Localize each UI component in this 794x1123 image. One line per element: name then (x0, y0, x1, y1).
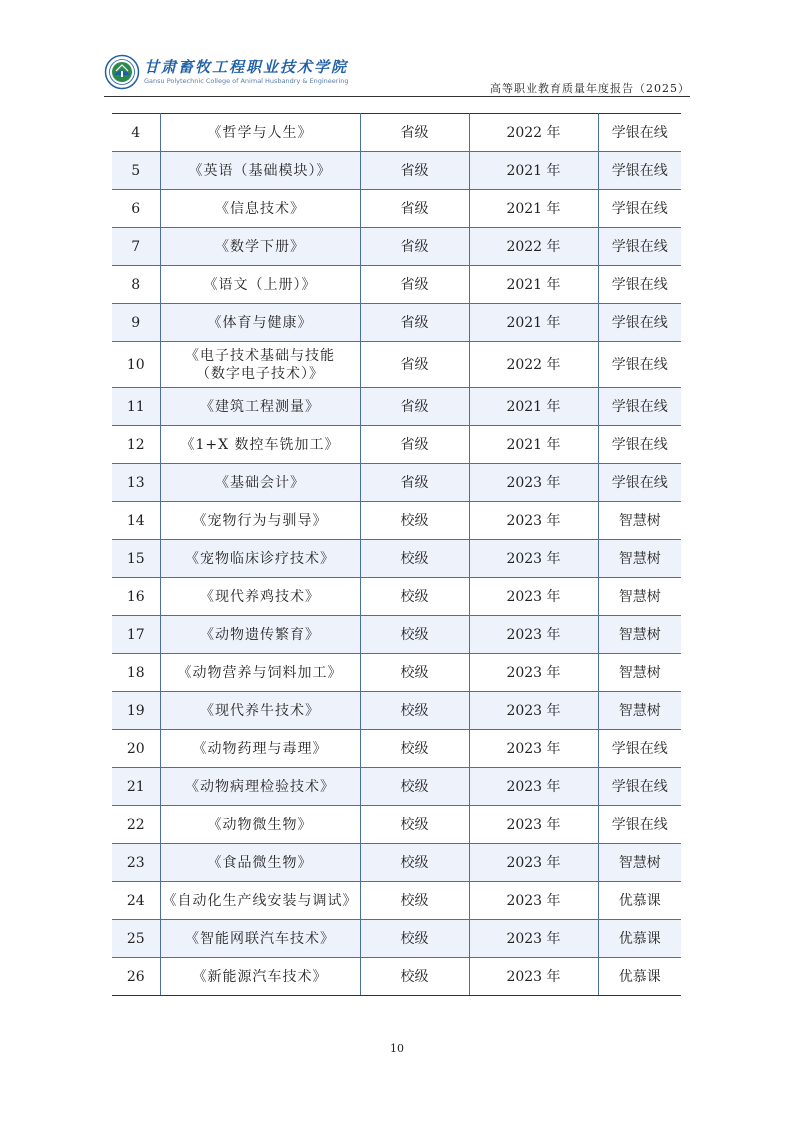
cell-course-name: 《建筑工程测量》 (160, 388, 360, 426)
cell-platform: 优慕课 (598, 920, 681, 958)
cell-course-name: 《食品微生物》 (160, 844, 360, 882)
cell-year: 2023 年 (469, 540, 598, 578)
cell-level: 省级 (360, 388, 469, 426)
table-row (112, 654, 681, 692)
table-row (112, 806, 681, 844)
cell-number: 14 (112, 502, 160, 540)
cell-number: 21 (112, 768, 160, 806)
cell-platform: 智慧树 (598, 844, 681, 882)
cell-platform: 学银在线 (598, 388, 681, 426)
table-row (112, 426, 681, 464)
cell-course-name: 《动物遗传繁育》 (160, 616, 360, 654)
cell-platform: 智慧树 (598, 578, 681, 616)
cell-number: 7 (112, 228, 160, 266)
cell-year: 2021 年 (469, 266, 598, 304)
cell-course-name: 《动物营养与饲料加工》 (160, 654, 360, 692)
cell-course-name: 《英语（基础模块）》 (160, 152, 360, 190)
cell-course-name: 《1+X 数控车铣加工》 (160, 426, 360, 464)
cell-course-name: 《体育与健康》 (160, 304, 360, 342)
cell-platform: 学银在线 (598, 730, 681, 768)
school-name-en: Gansu Polytechnic College of Animal Husbandry & Engineering (144, 77, 349, 85)
cell-platform: 学银在线 (598, 426, 681, 464)
cell-platform: 智慧树 (598, 616, 681, 654)
cell-course-name: 《动物病理检验技术》 (160, 768, 360, 806)
cell-platform: 学银在线 (598, 190, 681, 228)
cell-level: 省级 (360, 464, 469, 502)
table-row (112, 502, 681, 540)
cell-course-name: 《宠物临床诊疗技术》 (160, 540, 360, 578)
cell-level: 校级 (360, 540, 469, 578)
cell-number: 9 (112, 304, 160, 342)
cell-level: 校级 (360, 692, 469, 730)
cell-number: 10 (112, 342, 160, 388)
cell-platform: 学银在线 (598, 152, 681, 190)
cell-number: 20 (112, 730, 160, 768)
cell-platform: 学银在线 (598, 768, 681, 806)
cell-course-name: 《动物药理与毒理》 (160, 730, 360, 768)
cell-level: 省级 (360, 426, 469, 464)
cell-course-name: 《动物微生物》 (160, 806, 360, 844)
cell-year: 2023 年 (469, 882, 598, 920)
cell-course-name (160, 342, 360, 388)
cell-platform: 智慧树 (598, 692, 681, 730)
cell-number: 24 (112, 882, 160, 920)
table-row (112, 616, 681, 654)
cell-course-name: 《自动化生产线安装与调试》 (160, 882, 360, 920)
table-row (112, 152, 681, 190)
cell-number: 26 (112, 958, 160, 996)
cell-course-name: 《数学下册》 (160, 228, 360, 266)
cell-number: 4 (112, 114, 160, 152)
table-row (112, 388, 681, 426)
table-row (112, 540, 681, 578)
cell-year: 2023 年 (469, 806, 598, 844)
course-name-line-2: （数字电子技术）》 (196, 365, 324, 382)
cell-course-name: 《基础会计》 (160, 464, 360, 502)
cell-number: 23 (112, 844, 160, 882)
table-row (112, 228, 681, 266)
cell-course-name: 《哲学与人生》 (160, 114, 360, 152)
cell-year: 2023 年 (469, 768, 598, 806)
cell-year: 2023 年 (469, 730, 598, 768)
cell-year: 2021 年 (469, 304, 598, 342)
cell-platform: 学银在线 (598, 114, 681, 152)
cell-level: 省级 (360, 190, 469, 228)
cell-number: 16 (112, 578, 160, 616)
cell-platform: 学银在线 (598, 342, 681, 388)
table-row (112, 464, 681, 502)
cell-level: 校级 (360, 920, 469, 958)
cell-platform: 优慕课 (598, 958, 681, 996)
cell-year: 2023 年 (469, 616, 598, 654)
cell-platform: 学银在线 (598, 228, 681, 266)
table-row (112, 958, 681, 996)
cell-year: 2021 年 (469, 388, 598, 426)
cell-level: 校级 (360, 882, 469, 920)
table-row (112, 114, 681, 152)
cell-course-name: 《语文（上册）》 (160, 266, 360, 304)
cell-level: 校级 (360, 730, 469, 768)
cell-number: 8 (112, 266, 160, 304)
cell-level: 省级 (360, 228, 469, 266)
cell-number: 5 (112, 152, 160, 190)
cell-course-name: 《智能网联汽车技术》 (160, 920, 360, 958)
cell-year: 2022 年 (469, 342, 598, 388)
cell-year: 2022 年 (469, 114, 598, 152)
header-divider (104, 96, 690, 97)
cell-course-name: 《宠物行为与驯导》 (160, 502, 360, 540)
school-name-cn: 甘肃畜牧工程职业技术学院 (144, 58, 349, 76)
cell-level: 校级 (360, 958, 469, 996)
table-row (112, 882, 681, 920)
page-header (104, 50, 690, 98)
cell-platform: 智慧树 (598, 540, 681, 578)
cell-number: 18 (112, 654, 160, 692)
table-row (112, 190, 681, 228)
cell-number: 13 (112, 464, 160, 502)
table-row (112, 920, 681, 958)
cell-year: 2023 年 (469, 654, 598, 692)
cell-level: 校级 (360, 502, 469, 540)
cell-level: 校级 (360, 578, 469, 616)
cell-number: 17 (112, 616, 160, 654)
table-row (112, 266, 681, 304)
cell-year: 2023 年 (469, 502, 598, 540)
course-name-line-1: 《电子技术基础与技能 (185, 347, 335, 364)
table-row (112, 578, 681, 616)
table-row (112, 304, 681, 342)
cell-platform: 智慧树 (598, 654, 681, 692)
cell-level: 省级 (360, 114, 469, 152)
cell-year: 2023 年 (469, 958, 598, 996)
cell-level: 省级 (360, 266, 469, 304)
page-number: 10 (390, 1042, 404, 1055)
cell-year: 2021 年 (469, 152, 598, 190)
cell-platform: 学银在线 (598, 806, 681, 844)
school-emblem-icon (104, 54, 140, 90)
cell-platform: 优慕课 (598, 882, 681, 920)
cell-level: 校级 (360, 654, 469, 692)
cell-number: 19 (112, 692, 160, 730)
cell-level: 校级 (360, 806, 469, 844)
course-table (112, 113, 681, 996)
cell-number: 25 (112, 920, 160, 958)
cell-year: 2023 年 (469, 464, 598, 502)
cell-platform: 学银在线 (598, 266, 681, 304)
cell-course-name: 《信息技术》 (160, 190, 360, 228)
cell-year: 2023 年 (469, 920, 598, 958)
report-title: 高等职业教育质量年度报告（2025） (490, 82, 690, 95)
cell-level: 校级 (360, 844, 469, 882)
table-row (112, 768, 681, 806)
cell-year: 2023 年 (469, 844, 598, 882)
cell-level: 校级 (360, 768, 469, 806)
cell-platform: 学银在线 (598, 464, 681, 502)
cell-level: 校级 (360, 616, 469, 654)
cell-course-name: 《现代养牛技术》 (160, 692, 360, 730)
table-row (112, 692, 681, 730)
table-row (112, 730, 681, 768)
cell-year: 2021 年 (469, 426, 598, 464)
cell-number: 12 (112, 426, 160, 464)
table-row (112, 342, 681, 388)
cell-year: 2022 年 (469, 228, 598, 266)
cell-platform: 智慧树 (598, 502, 681, 540)
cell-year: 2021 年 (469, 190, 598, 228)
cell-course-name: 《现代养鸡技术》 (160, 578, 360, 616)
cell-year: 2023 年 (469, 578, 598, 616)
cell-number: 11 (112, 388, 160, 426)
cell-year: 2023 年 (469, 692, 598, 730)
cell-level: 省级 (360, 304, 469, 342)
cell-number: 22 (112, 806, 160, 844)
table-row (112, 844, 681, 882)
cell-number: 15 (112, 540, 160, 578)
cell-level: 省级 (360, 152, 469, 190)
cell-number: 6 (112, 190, 160, 228)
cell-platform: 学银在线 (598, 304, 681, 342)
cell-level: 省级 (360, 342, 469, 388)
cell-course-name: 《新能源汽车技术》 (160, 958, 360, 996)
